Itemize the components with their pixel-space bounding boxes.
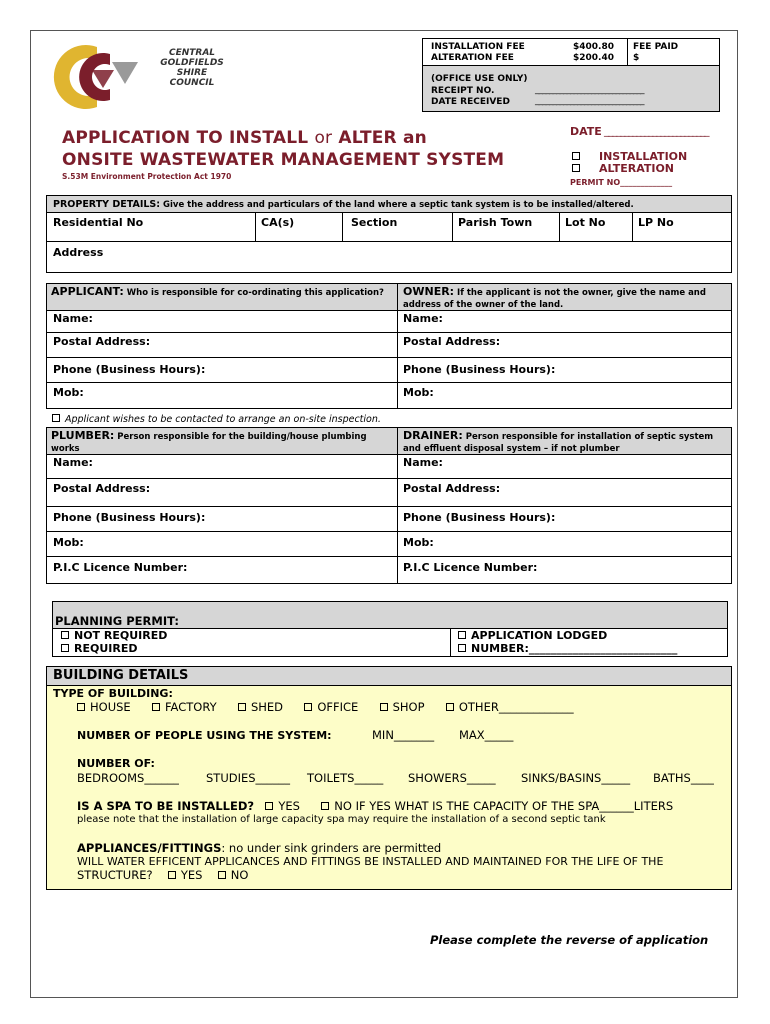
permit-no-field[interactable]: _____________ (620, 178, 673, 187)
building-details-section (46, 666, 732, 890)
checkbox-icon (265, 802, 273, 810)
residential-no-field[interactable]: Residential No (53, 216, 144, 229)
date-received-field[interactable]: _______________________________ (535, 96, 644, 106)
efficient-no-option[interactable]: NO (218, 868, 249, 882)
appliances-label: APPLIANCES/FITTINGS: no under sink grinders are permitted (77, 841, 442, 855)
form-title-line1: APPLICATION TO INSTALL or ALTER an (62, 128, 427, 148)
checkbox-icon[interactable] (458, 631, 466, 639)
planning-required-option[interactable]: REQUIRED (61, 642, 137, 655)
checkbox-icon (238, 703, 246, 711)
address-field[interactable]: Address (53, 246, 104, 259)
type-house-option[interactable]: HOUSE (77, 700, 131, 714)
applicant-owner-section (46, 283, 732, 409)
permit-no-label: PERMIT NO_____________ (570, 178, 673, 187)
people-min-field[interactable]: MIN_______ (372, 728, 435, 742)
building-heading: BUILDING DETAILS (53, 668, 189, 683)
checkbox-icon (168, 871, 176, 879)
toilets-field[interactable]: TOILETS_____ (307, 771, 384, 785)
date-field[interactable]: __________________________ (604, 124, 708, 137)
drainer-name-field[interactable]: Name: (403, 456, 443, 469)
checkbox-icon (380, 703, 388, 711)
efficient-question: WILL WATER EFFICENT APPLICANCES AND FITTINGS BE INSTALLED AND MAINTAINED FOR THE LIFE OF THE (77, 855, 664, 868)
building-type-options (77, 700, 574, 714)
drainer-licence-field[interactable]: P.I.C Licence Number: (403, 561, 538, 574)
owner-postal-field[interactable]: Postal Address: (403, 335, 501, 348)
plumber-licence-field[interactable]: P.I.C Licence Number: (53, 561, 188, 574)
checkbox-icon (77, 703, 85, 711)
applicant-postal-field[interactable]: Postal Address: (53, 335, 151, 348)
sinks-basins-field[interactable]: SINKS/BASINS_____ (521, 771, 631, 785)
date-received-label: DATE RECEIVED (431, 97, 510, 107)
planning-number-field[interactable]: NUMBER:___________________________ (471, 642, 678, 655)
receipt-no-field[interactable]: _______________________________ (535, 85, 644, 95)
checkbox-icon[interactable] (572, 152, 580, 160)
type-factory-option[interactable]: FACTORY (152, 700, 217, 714)
contact-option[interactable]: Applicant wishes to be contacted to arrange an on-site inspection. (52, 414, 381, 425)
form-title-line2: ONSITE WASTEWATER MANAGEMENT SYSTEM (62, 150, 505, 170)
property-heading: PROPERTY DETAILS: Give the address and particulars of the land where a septic tank system is to be installed/altered. (53, 199, 634, 210)
type-shop-option[interactable]: SHOP (380, 700, 425, 714)
checkbox-icon[interactable] (458, 644, 466, 652)
applicant-phone-field[interactable]: Phone (Business Hours): (53, 363, 206, 376)
date-label: DATE (570, 125, 602, 138)
installation-fee-value: $400.80 (573, 42, 614, 52)
plumber-mob-field[interactable]: Mob: (53, 536, 84, 549)
drainer-postal-field[interactable]: Postal Address: (403, 482, 501, 495)
efficient-answer-row: STRUCTURE? YES NO (77, 868, 249, 882)
building-type-label: TYPE OF BUILDING: (53, 687, 173, 700)
checkbox-icon (321, 802, 329, 810)
fee-paid-label: FEE PAID (633, 42, 679, 52)
planning-heading: PLANNING PERMIT: (55, 614, 179, 628)
bedrooms-field[interactable]: BEDROOMS______ (77, 771, 179, 785)
drainer-mob-field[interactable]: Mob: (403, 536, 434, 549)
plumber-postal-field[interactable]: Postal Address: (53, 482, 151, 495)
checkbox-icon (152, 703, 160, 711)
logo-text-line: SHIRE (176, 68, 208, 78)
planning-number-option[interactable] (458, 642, 677, 655)
spa-note: please note that the installation of large capacity spa may require the installation of a second septic tank (77, 814, 606, 825)
council-logo-mark (52, 42, 142, 112)
plumber-heading: PLUMBER: Person responsible for the building/house plumbing works (51, 429, 367, 454)
applicant-name-field[interactable]: Name: (53, 312, 93, 325)
fee-box (422, 38, 720, 112)
parish-town-field[interactable]: Parish Town (458, 216, 533, 229)
drainer-phone-field[interactable]: Phone (Business Hours): (403, 511, 556, 524)
alteration-option[interactable]: ALTERATION (572, 162, 674, 175)
logo-text-line: COUNCIL (169, 78, 215, 88)
logo-text-line: CENTRAL (168, 48, 216, 58)
spa-no-option[interactable]: NO IF YES WHAT IS THE CAPACITY OF THE SPA______LITERS (321, 799, 673, 813)
owner-mob-field[interactable]: Mob: (403, 386, 434, 399)
council-logo (52, 40, 237, 120)
people-max-field[interactable]: MAX_____ (459, 728, 514, 742)
footer-note: Please complete the reverse of application (430, 933, 709, 947)
spa-yes-option[interactable]: YES (265, 799, 300, 813)
act-reference: S.53M Environment Protection Act 1970 (62, 172, 232, 181)
receipt-no-label: RECEIPT NO. (431, 86, 495, 96)
checkbox-icon (218, 871, 226, 879)
lot-no-field[interactable]: Lot No (565, 216, 606, 229)
alteration-fee-value: $200.40 (573, 53, 614, 63)
plumber-phone-field[interactable]: Phone (Business Hours): (53, 511, 206, 524)
property-details-section (46, 195, 732, 273)
applicant-heading: APPLICANT: Who is responsible for co-ordinating this application? (51, 285, 384, 298)
checkbox-icon (304, 703, 312, 711)
spa-question-row: IS A SPA TO BE INSTALLED? YES NO IF YES WHAT IS THE CAPACITY OF THE SPA______LITERS (77, 799, 674, 813)
planning-permit-section (52, 601, 728, 657)
planning-not-required-option[interactable]: NOT REQUIRED (61, 629, 167, 642)
planning-lodged-option[interactable]: APPLICATION LODGED (458, 629, 607, 642)
installation-fee-label: INSTALLATION FEE (431, 42, 525, 52)
office-use-heading: (OFFICE USE ONLY) (431, 74, 528, 84)
checkbox-icon[interactable] (572, 164, 580, 172)
logo-text-line: GOLDFIELDS (160, 58, 224, 68)
installation-option[interactable]: INSTALLATION (572, 150, 687, 163)
owner-phone-field[interactable]: Phone (Business Hours): (403, 363, 556, 376)
owner-heading: OWNER: If the applicant is not the owner, give the name and address of the owner of the land. (403, 285, 706, 310)
section-field[interactable]: Section (351, 216, 398, 229)
plumber-drainer-section (46, 427, 732, 584)
studies-field[interactable]: STUDIES______ (206, 771, 291, 785)
owner-name-field[interactable]: Name: (403, 312, 443, 325)
efficient-yes-option[interactable]: YES (168, 868, 203, 882)
checkbox-icon[interactable] (61, 644, 69, 652)
checkbox-icon (446, 703, 454, 711)
plumber-name-field[interactable]: Name: (53, 456, 93, 469)
showers-field[interactable]: SHOWERS_____ (408, 771, 496, 785)
checkbox-icon[interactable] (61, 631, 69, 639)
type-shed-option[interactable]: SHED (238, 700, 283, 714)
type-other-option[interactable]: OTHER_____________ (446, 700, 574, 714)
type-office-option[interactable]: OFFICE (304, 700, 358, 714)
lp-no-field[interactable]: LP No (638, 216, 674, 229)
fee-paid-value[interactable]: $ (633, 53, 640, 63)
checkbox-icon[interactable] (52, 414, 60, 422)
ca-field[interactable]: CA(s) (261, 216, 295, 229)
number-of-label: NUMBER OF: (77, 757, 155, 770)
baths-field[interactable]: BATHS____ (653, 771, 714, 785)
alteration-fee-label: ALTERATION FEE (431, 53, 514, 63)
applicant-mob-field[interactable]: Mob: (53, 386, 84, 399)
people-label: NUMBER OF PEOPLE USING THE SYSTEM: (77, 729, 332, 742)
drainer-heading: DRAINER: Person responsible for installation of septic system and effluent disposal system – if not plumber (403, 429, 714, 454)
